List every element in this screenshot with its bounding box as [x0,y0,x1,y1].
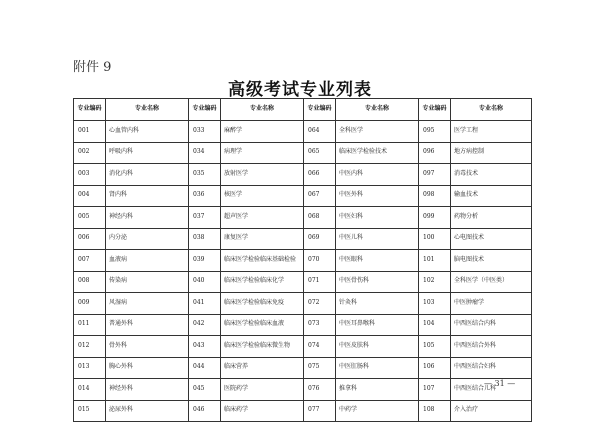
specialty-code: 046 [189,400,221,422]
specialty-code: 099 [419,207,451,229]
header-name: 专业名称 [336,99,419,121]
specialty-code: 067 [304,185,336,207]
specialty-name: 消毒技术 [451,164,532,186]
specialty-name: 中医妇科 [336,207,419,229]
specialty-code: 101 [419,250,451,272]
specialty-name: 传染病 [106,271,189,293]
table-row [74,379,532,401]
specialty-code: 012 [74,336,106,358]
specialty-code: 037 [189,207,221,229]
specialty-name: 全科医学 [336,121,419,143]
specialty-code: 107 [419,379,451,401]
specialty-code: 071 [304,271,336,293]
specialty-code: 069 [304,228,336,250]
specialty-name: 中医肿瘤学 [451,293,532,315]
table-row [74,142,532,164]
specialty-code: 006 [74,228,106,250]
specialty-code: 043 [189,336,221,358]
header-name: 专业名称 [106,99,189,121]
specialty-name: 地方病控制 [451,142,532,164]
specialty-code: 038 [189,228,221,250]
specialty-name: 中医骨伤科 [336,271,419,293]
specialty-name: 中医外科 [336,185,419,207]
header-code: 专业编码 [74,99,106,121]
specialty-code: 106 [419,357,451,379]
specialty-code: 073 [304,314,336,336]
specialty-name: 康复医学 [221,228,304,250]
specialty-code: 003 [74,164,106,186]
table-row [74,336,532,358]
specialty-code: 007 [74,250,106,272]
specialty-code: 075 [304,357,336,379]
page-number: — 31 — [484,379,516,388]
specialty-name: 医学工程 [451,121,532,143]
specialty-code: 098 [419,185,451,207]
specialty-name: 临床医学检验技术 [336,142,419,164]
specialty-name: 病理学 [221,142,304,164]
header-name: 专业名称 [221,99,304,121]
header-code: 专业编码 [189,99,221,121]
specialty-code: 001 [74,121,106,143]
specialty-name: 临床营养 [221,357,304,379]
specialty-code: 096 [419,142,451,164]
table-row [74,293,532,315]
specialty-code: 013 [74,357,106,379]
specialty-code: 035 [189,164,221,186]
specialty-code: 066 [304,164,336,186]
specialty-name: 泌尿外科 [106,400,189,422]
specialty-name: 胸心外科 [106,357,189,379]
specialty-name: 临床医学检验临床免疫 [221,293,304,315]
specialty-name: 内分泌 [106,228,189,250]
header-code: 专业编码 [304,99,336,121]
specialty-name: 中西医结合内科 [451,314,532,336]
specialty-name: 呼吸内科 [106,142,189,164]
specialty-code: 036 [189,185,221,207]
table-row [74,400,532,422]
specialty-name: 中医肛肠科 [336,357,419,379]
specialty-name: 药物分析 [451,207,532,229]
specialty-name: 中西医结合妇科 [451,357,532,379]
specialty-name: 临床药学 [221,400,304,422]
specialty-name: 消化内科 [106,164,189,186]
header-name: 专业名称 [451,99,532,121]
specialty-name: 神经内科 [106,207,189,229]
specialty-code: 102 [419,271,451,293]
table-row [74,357,532,379]
specialty-code: 005 [74,207,106,229]
specialty-code: 077 [304,400,336,422]
specialty-name: 临床医学检验临床化学 [221,271,304,293]
table-row [74,185,532,207]
specialty-name: 临床医学检验临床微生物 [221,336,304,358]
specialty-code: 041 [189,293,221,315]
specialty-name: 风湿病 [106,293,189,315]
specialty-code: 103 [419,293,451,315]
specialty-name: 心血管内科 [106,121,189,143]
specialty-code: 072 [304,293,336,315]
specialty-name: 脑电图技术 [451,250,532,272]
specialty-name: 中药学 [336,400,419,422]
specialty-name: 全科医学（中医类） [451,271,532,293]
specialty-name: 针灸科 [336,293,419,315]
specialty-name: 中医眼科 [336,250,419,272]
specialty-code: 064 [304,121,336,143]
attachment-label: 附件 9 [73,60,112,75]
specialty-code: 100 [419,228,451,250]
table-header-row [74,99,532,121]
table-row [74,207,532,229]
specialty-name: 超声医学 [221,207,304,229]
specialty-code: 104 [419,314,451,336]
specialty-code: 002 [74,142,106,164]
specialty-code: 095 [419,121,451,143]
specialty-code: 105 [419,336,451,358]
specialty-code: 011 [74,314,106,336]
specialty-name: 中医儿科 [336,228,419,250]
specialty-code: 034 [189,142,221,164]
specialty-name: 中医耳鼻喉科 [336,314,419,336]
specialty-code: 065 [304,142,336,164]
specialty-name: 骨外科 [106,336,189,358]
specialty-code: 068 [304,207,336,229]
specialty-code: 004 [74,185,106,207]
table-row [74,314,532,336]
specialty-name: 心电图技术 [451,228,532,250]
specialty-code: 070 [304,250,336,272]
table-row [74,164,532,186]
specialty-code: 014 [74,379,106,401]
specialty-name: 中西医结合外科 [451,336,532,358]
specialty-name: 普通外科 [106,314,189,336]
specialty-code: 044 [189,357,221,379]
specialty-name: 放射医学 [221,164,304,186]
specialty-code: 076 [304,379,336,401]
specialty-name: 推拿科 [336,379,419,401]
header-code: 专业编码 [419,99,451,121]
page-title: 高级考试专业列表 [228,80,372,100]
specialty-name: 中医内科 [336,164,419,186]
specialty-name: 中西医结合儿科 [451,379,532,401]
table-row [74,271,532,293]
specialty-code: 039 [189,250,221,272]
table-row [74,250,532,272]
specialty-name: 输血技术 [451,185,532,207]
specialty-name: 临床医学检验临床血液 [221,314,304,336]
specialty-table [73,98,532,422]
specialty-name: 中医皮肤科 [336,336,419,358]
specialty-name: 神经外科 [106,379,189,401]
specialty-name: 肾内科 [106,185,189,207]
specialty-code: 097 [419,164,451,186]
specialty-code: 074 [304,336,336,358]
specialty-name: 核医学 [221,185,304,207]
specialty-name: 麻醉学 [221,121,304,143]
table-row [74,228,532,250]
specialty-code: 009 [74,293,106,315]
specialty-code: 015 [74,400,106,422]
specialty-name: 临床医学检验临床基础检验 [221,250,304,272]
specialty-code: 045 [189,379,221,401]
specialty-name: 血液病 [106,250,189,272]
table-row [74,121,532,143]
specialty-code: 033 [189,121,221,143]
specialty-code: 008 [74,271,106,293]
specialty-code: 108 [419,400,451,422]
specialty-name: 医院药学 [221,379,304,401]
specialty-name: 介入治疗 [451,400,532,422]
specialty-code: 040 [189,271,221,293]
specialty-code: 042 [189,314,221,336]
